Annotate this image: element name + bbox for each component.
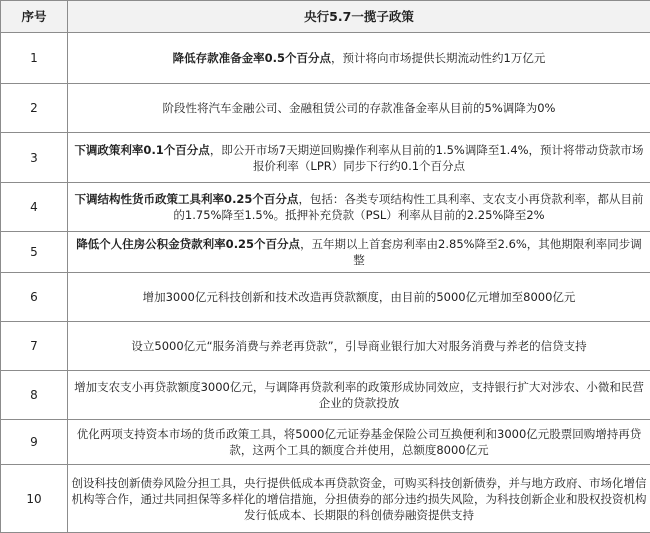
row-content <box>68 133 650 183</box>
row-highlight: 下调结构性货币政策工具利率0.25个百分点 <box>75 192 299 206</box>
table-row <box>1 183 650 232</box>
row-text: ，即公开市场7天期逆回购操作利率从目前的1.5%调降至1.4%，预计将带动贷款市场报价利率（LPR）同步下行约0.1个百分点 <box>210 143 644 173</box>
table-row <box>1 232 650 273</box>
row-content <box>68 465 650 533</box>
table-header-row <box>1 1 650 33</box>
row-number: 1 <box>1 33 68 84</box>
row-text: 设立5000亿元“服务消费与养老再贷款”，引导商业银行加大对服务消费与养老的信贷支持 <box>131 339 586 353</box>
row-number: 7 <box>1 322 68 371</box>
row-text: 阶段性将汽车金融公司、金融租赁公司的存款准备金率从目前的5%调降为0% <box>163 101 556 115</box>
row-number: 3 <box>1 133 68 183</box>
table-row <box>1 33 650 84</box>
table-row <box>1 84 650 133</box>
row-text: 增加支农支小再贷款额度3000亿元，与调降再贷款利率的政策形成协同效应，支持银行扩大对涉农、小微和民营企业的贷款投放 <box>74 380 644 410</box>
table-title: 央行5.7一揽子政策 <box>68 1 650 33</box>
row-number: 6 <box>1 273 68 322</box>
table-row <box>1 371 650 420</box>
row-text: ，五年期以上首套房利率由2.85%降至2.6%，其他期限利率同步调整 <box>300 237 642 267</box>
row-number: 9 <box>1 420 68 465</box>
row-highlight: 降低存款准备金率0.5个百分点 <box>173 51 331 65</box>
row-content <box>68 420 650 465</box>
table-row <box>1 273 650 322</box>
table-row <box>1 133 650 183</box>
row-number: 2 <box>1 84 68 133</box>
row-content <box>68 371 650 420</box>
row-text: 创设科技创新债券风险分担工具，央行提供低成本再贷款资金，可购买科技创新债券，并与地方政府、市场化增信机构等合作，通过共同担保等多样化的增信措施，分担债券的部分违约损失风险，为科技创新企业和股权投资机构发行低成本、长期限的科创债券融资提供支持 <box>72 476 647 522</box>
row-number: 10 <box>1 465 68 533</box>
row-number: 4 <box>1 183 68 232</box>
row-content <box>68 322 650 371</box>
row-highlight: 降低个人住房公积金贷款利率0.25个百分点 <box>76 237 300 251</box>
row-content <box>68 33 650 84</box>
row-content <box>68 84 650 133</box>
table-row <box>1 465 650 533</box>
row-text: ，包括：各类专项结构性工具利率、支农支小再贷款利率，都从目前的1.75%降至1.5%。抵押补充贷款（PSL）利率从目前的2.25%降至2% <box>173 192 643 222</box>
row-text: ，预计将向市场提供长期流动性约1万亿元 <box>331 51 545 65</box>
row-content <box>68 232 650 273</box>
row-text: 增加3000亿元科技创新和技术改造再贷款额度，由目前的5000亿元增加至8000亿元 <box>143 290 576 304</box>
row-number: 5 <box>1 232 68 273</box>
row-highlight: 下调政策利率0.1个百分点 <box>74 143 209 157</box>
row-content <box>68 273 650 322</box>
row-text: 优化两项支持资本市场的货币政策工具，将5000亿元证券基金保险公司互换便利和3000亿元股票回购增持再贷款，这两个工具的额度合并使用，总额度8000亿元 <box>77 427 642 457</box>
row-number: 8 <box>1 371 68 420</box>
column-header-no: 序号 <box>1 1 68 33</box>
table-row <box>1 322 650 371</box>
row-content <box>68 183 650 232</box>
table-row <box>1 420 650 465</box>
